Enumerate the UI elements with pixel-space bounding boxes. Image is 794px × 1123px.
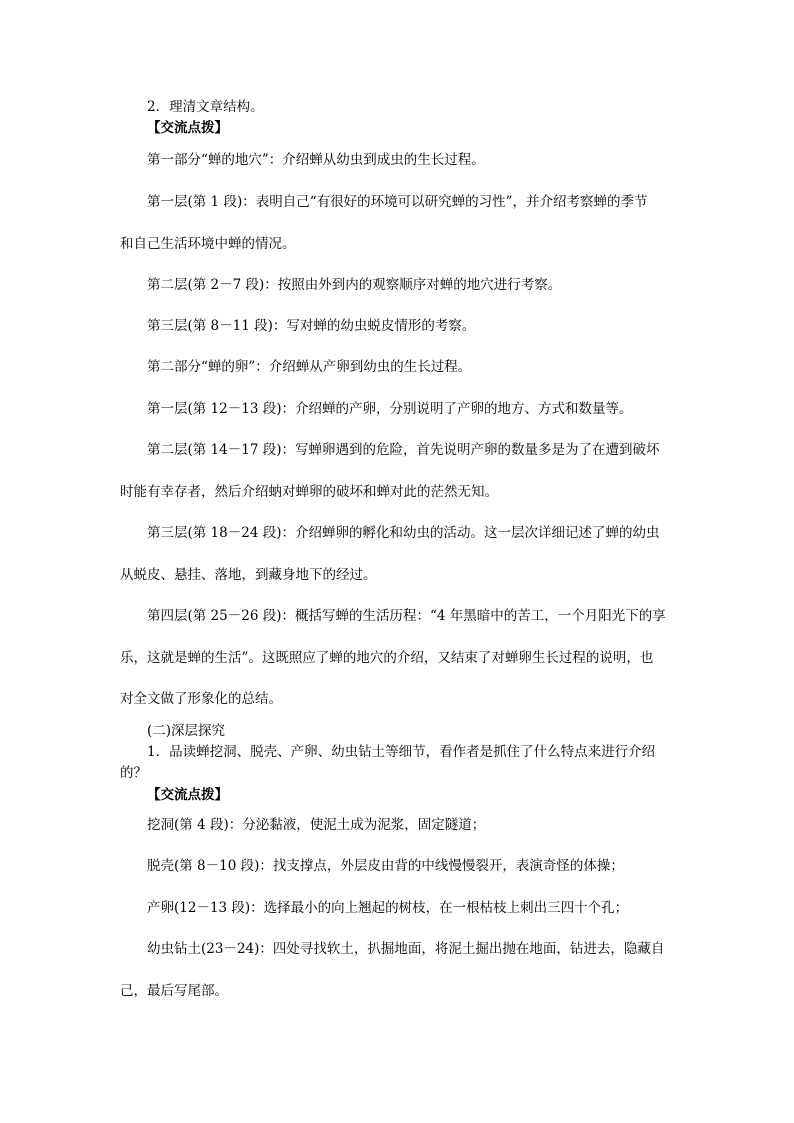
paragraph-line: 产卵(12－13 段)：选择最小的向上翘起的树枝，在一根枯枝上刺出三四十个孔； xyxy=(147,900,629,916)
exchange-tip-label: 【交流点拨】 xyxy=(147,120,228,136)
section-heading-deep-inquiry: (二)深层探究 xyxy=(147,723,226,739)
item-heading-2: 2．理清文章结构。 xyxy=(147,99,264,115)
paragraph-line: 从蜕皮、悬挂、落地，到藏身地下的经过。 xyxy=(120,567,377,583)
paragraph-line: 第三层(第 8－11 段)：写对蝉的幼虫蜕皮情形的考察。 xyxy=(147,318,476,334)
part-one-summary: 第一部分“蝉的地穴”：介绍蝉从幼虫到成虫的生长过程。 xyxy=(147,152,485,168)
paragraph-line: 第二层(第 2－7 段)：按照由外到内的观察顺序对蝉的地穴进行考察。 xyxy=(147,277,562,293)
paragraph-line: 对全文做了形象化的总结。 xyxy=(120,691,282,707)
paragraph-line: 第一层(第 1 段)：表明自己“有很好的环境可以研究蝉的习性”，并介绍考察蝉的季节 xyxy=(147,194,648,210)
part-two-summary: 第二部分“蝉的卵”：介绍蝉从产卵到幼虫的生长过程。 xyxy=(147,359,472,375)
paragraph-line: 己，最后写尾部。 xyxy=(120,983,228,999)
paragraph-line: 时能有幸存者，然后介绍蚋对蝉卵的破坏和蝉对此的茫然无知。 xyxy=(120,484,498,500)
question-1-continued: 的？ xyxy=(120,765,147,781)
question-1: 1．品读蝉挖洞、脱壳、产卵、幼虫钻土等细节，看作者是抓住了什么特点来进行介绍 xyxy=(147,744,656,760)
paragraph-line: 第三层(第 18－24 段)：介绍蝉卵的孵化和幼虫的活动。这一层次详细记述了蝉的幼虫 xyxy=(147,525,660,541)
paragraph-line: 第四层(第 25－26 段)：概括写蝉的生活历程：“4 年黑暗中的苦工，一个月阳光下的享 xyxy=(147,608,666,624)
exchange-tip-label: 【交流点拨】 xyxy=(147,787,228,803)
paragraph-line: 第二层(第 14－17 段)：写蝉卵遇到的危险，首先说明产卵的数量多是为了在遭到破坏 xyxy=(147,442,660,458)
paragraph-line: 第一层(第 12－13 段)：介绍蝉的产卵，分别说明了产卵的地方、方式和数量等。 xyxy=(147,401,633,417)
paragraph-line: 乐，这就是蝉的生活”。这既照应了蝉的地穴的介绍，又结束了对蝉卵生长过程的说明，也 xyxy=(120,650,654,666)
paragraph-line: 挖洞(第 4 段)：分泌黏液，使泥土成为泥浆，固定隧道； xyxy=(147,817,486,833)
paragraph-line: 和自己生活环境中蝉的情况。 xyxy=(120,236,296,252)
paragraph-line: 幼虫钻土(23－24)：四处寻找软土，扒掘地面，将泥土掘出抛在地面，钻进去，隐藏自 xyxy=(147,941,665,957)
paragraph-line: 脱壳(第 8－10 段)：找支撑点，外层皮由背的中线慢慢裂开，表演奇怪的体操； xyxy=(147,858,624,874)
